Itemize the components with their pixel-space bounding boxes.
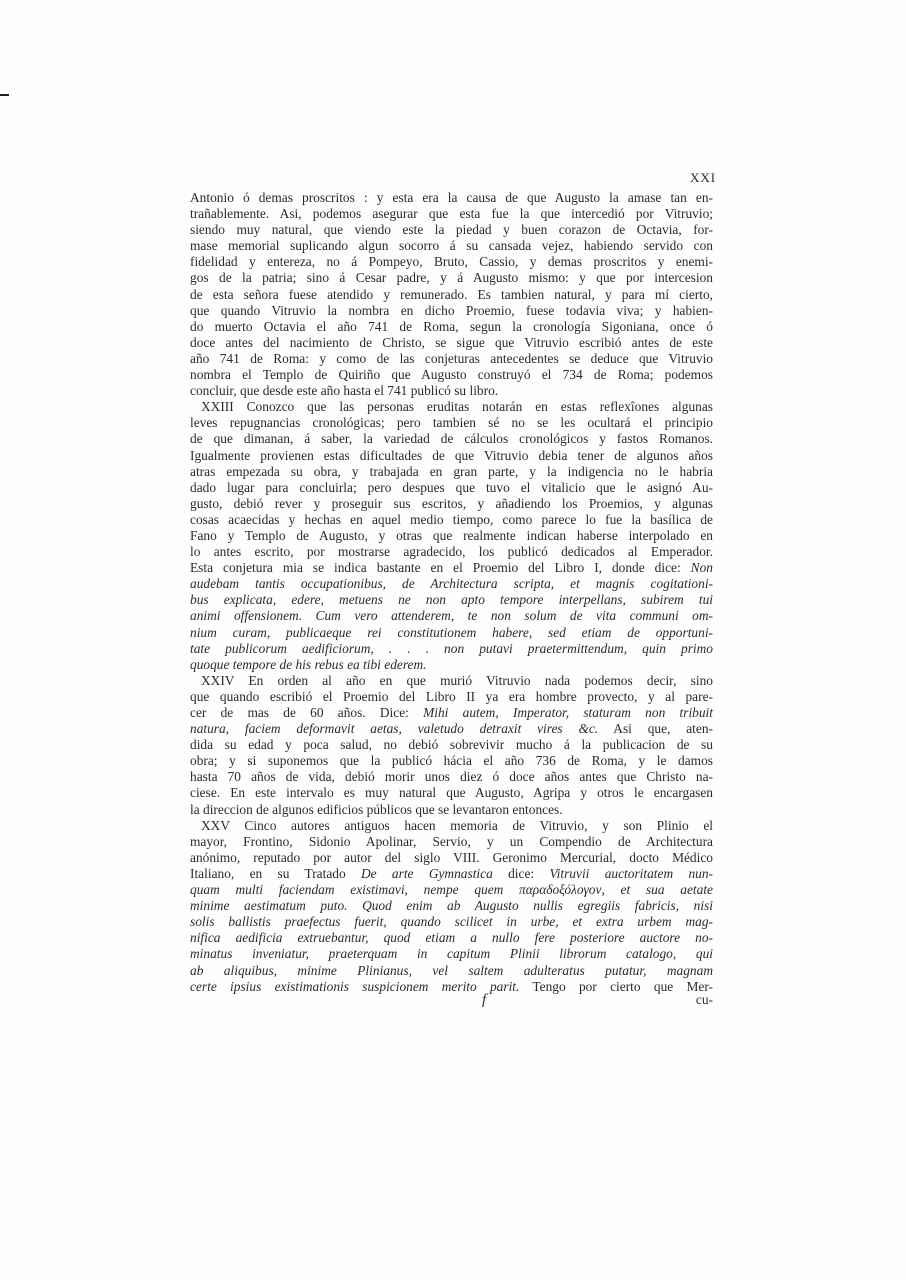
text-line	[190, 914, 713, 930]
text-line	[190, 866, 713, 882]
text-segment: fidelidad y entereza, no á Pompeyo, Bruto, Cassio, y demas proscritos y enemi-	[190, 254, 713, 270]
text-line	[190, 769, 713, 785]
text-segment: Igualmente provienen estas dificultades de que Vitruvio debia tener de algunos años	[190, 447, 713, 463]
text-line	[190, 496, 713, 512]
text-segment: de que dimanan, á saber, la variedad de cálculos cronológicos y fastos Romanos.	[190, 431, 713, 447]
italic-text: tate publicorum aedificiorum, . . . non putavi praetermittendum, quin primo	[190, 640, 713, 656]
text-segment: Fano y Templo de Augusto, y otras que realmente indican haberse interpolado en	[190, 527, 713, 543]
italic-text: quam multi faciendam existimavi, nempe quem παραδοξόλογον, et sua aetate	[190, 882, 713, 898]
text-line	[190, 657, 713, 673]
text-line	[190, 351, 713, 367]
text-line	[190, 785, 713, 801]
text-line	[190, 737, 713, 753]
text-line	[190, 464, 713, 480]
text-segment: dice:	[492, 865, 550, 881]
text-line	[190, 608, 713, 624]
page-number: XXI	[690, 170, 717, 185]
text-segment: Antonio ó demas proscritos : y esta era la causa de que Augusto la amase tan en-	[190, 190, 713, 205]
text-segment: anónimo, reputado por autor del siglo VIII. Geronimo Mercurial, docto Médico	[190, 849, 713, 865]
text-segment: trañablemente. Asi, podemos asegurar que esta fue la que intercedió por Vitruvio;	[190, 206, 713, 222]
scan-edge-mark	[0, 94, 9, 96]
text-segment: año 741 de Roma: y como de las conjeturas antecedentes se deduce que Vitruvio	[190, 350, 713, 366]
text-line	[190, 238, 713, 254]
text-line	[190, 625, 713, 641]
text-line	[190, 480, 713, 496]
italic-text: animi offensionem. Cum vero attenderem, te non solum de vita communi om-	[190, 608, 713, 624]
text-segment: Asi que, aten-	[598, 721, 713, 737]
text-line	[190, 802, 713, 818]
page-footer	[190, 992, 713, 1010]
italic-text: nifica aedificia extruebantur, quod etiam a nullo fere posteriore auctore no-	[190, 930, 713, 946]
text-line	[190, 882, 713, 898]
text-line	[190, 544, 713, 560]
italic-text: Non	[690, 560, 713, 576]
italic-text: minime aestimatum puto. Quod enim ab Augusto nullis egregiis fabricis, nisi	[190, 898, 713, 914]
text-line	[190, 415, 713, 431]
italic-text: Mihi autem, Imperator, staturam non tribuit	[423, 705, 713, 720]
text-segment: dida su edad y poca salud, no debió sobrevivir mucho á la publicacion de su	[190, 737, 713, 753]
text-line	[190, 592, 713, 608]
text-line	[190, 512, 713, 528]
text-line	[190, 431, 713, 447]
italic-text: Vitruvii auctoritatem nun-	[549, 865, 714, 881]
italic-text: De arte Gymnastica	[361, 865, 493, 881]
text-segment: obra; y si suponemos que la publicó hácia el año 736 de Roma, y le damos	[190, 753, 713, 769]
text-line	[190, 383, 713, 399]
italic-text: bus explicata, edere, metuens ne non apto tempore interpellans, subirem tui	[190, 592, 713, 608]
text-line	[190, 930, 713, 946]
text-segment: gos de la patria; sino á Cesar padre, y á Augusto mismo: y que por intercesion	[190, 270, 713, 286]
text-line	[190, 335, 713, 351]
text-line	[190, 190, 713, 206]
text-line	[190, 528, 713, 544]
italic-text: natura, faciem deformavit aetas, valetudo detraxit vires &c.	[190, 721, 599, 737]
text-segment: que quando Vitruvio la nombra en dicho Proemio, fuese todavia viva; y habien-	[190, 302, 713, 318]
text-line	[190, 576, 713, 592]
text-segment: hasta 70 años de vida, debió morir unos diez ó doce años antes que Christo na-	[190, 769, 713, 785]
text-line	[190, 287, 713, 303]
text-segment: mayor, Frontino, Sidonio Apolinar, Servio, y un Compendio de Architectura	[190, 833, 713, 849]
text-segment: de esta señora fuese atendido y remunerado. Es tambien natural, y para mí cierto,	[190, 286, 713, 302]
text-segment: XXV Cinco autores antiguos hacen memoria de Vitruvio, y son Plinio el	[201, 817, 713, 833]
italic-text: quoque tempore de his rebus ea tibi ederem.	[190, 656, 427, 672]
italic-text: ab aliquibus, minime Plinianus, vel saltem adulteratus putatur, magnam	[190, 962, 713, 978]
text-line	[190, 946, 713, 962]
text-line	[190, 898, 713, 914]
text-segment: concluir, que desde este año hasta el 741 publicó su libro.	[190, 383, 499, 399]
text-line	[190, 319, 713, 335]
text-segment: Italiano, en su Tratado	[190, 865, 361, 881]
text-line	[190, 818, 713, 834]
text-segment: XXIII Conozco que las personas eruditas notarán en estas reflexîones algunas	[201, 399, 713, 415]
text-line	[190, 963, 713, 979]
text-segment: Esta conjetura mia se indica bastante en el Proemio del Libro I, donde dice:	[190, 560, 691, 576]
text-line	[190, 222, 713, 238]
text-segment: gusto, debió rever y proseguir sus escritos, y añadiendo los Proemios, y algunas	[190, 495, 713, 511]
text-line	[190, 254, 713, 270]
text-line	[190, 705, 713, 721]
text-line	[190, 367, 713, 383]
text-segment: siendo muy natural, que viendo este la piedad y buen corazon de Octavia, for-	[190, 222, 713, 238]
text-line	[190, 399, 713, 415]
text-segment: Tengo por cierto que Mer-	[519, 978, 713, 994]
text-line	[190, 270, 713, 286]
text-segment: mase memorial suplicando algun socorro á su cansada vejez, habiendo servido con	[190, 238, 713, 254]
text-segment: do muerto Octavia el año 741 de Roma, segun la cronología Sigoniana, once ó	[190, 318, 713, 334]
text-segment: nombra el Templo de Quiriño que Augusto construyó el 734 de Roma; podemos	[190, 367, 713, 383]
text-line	[190, 303, 713, 319]
text-line	[190, 206, 713, 222]
text-segment: doce antes del nacimiento de Christo, se sigue que Vitruvio escribió antes de este	[190, 334, 713, 350]
text-segment: que quando escribió el Proemio del Libro II ya era hombre provecto, y al pare-	[190, 688, 713, 704]
text-segment: ciese. En este intervalo es muy natural que Augusto, Agripa y otros le encargasen	[190, 785, 713, 801]
text-line	[190, 721, 713, 737]
text-segment: lo antes escrito, por mostrarse agradecido, los publicó dedicados al Emperador.	[190, 544, 713, 560]
italic-text: solis ballistis praefectus fuerit, quando scilicet in urbe, et extra urbem mag-	[190, 914, 713, 930]
text-line	[190, 673, 713, 689]
text-segment: XXIV En orden al año en que murió Vitruvio nada podemos decir, sino	[201, 672, 713, 688]
italic-text: minatus inveniatur, praeterquam in capitum Plinii librorum catalogo, qui	[190, 946, 713, 962]
italic-text: nium curam, publicaeque rei constitutionem habere, sed etiam de opportuni-	[190, 624, 713, 640]
text-line	[190, 753, 713, 769]
text-segment: cosas acaecidas y hechas en aquel medio tiempo, como parece lo fue la basílica de	[190, 511, 713, 527]
text-line	[190, 834, 713, 850]
text-line	[190, 850, 713, 866]
text-line	[190, 689, 713, 705]
text-line	[190, 641, 713, 657]
body-text	[190, 190, 713, 995]
text-segment: cer de mas de 60 años. Dice:	[190, 705, 424, 720]
text-segment: dado lugar para concluirla; pero despues que tuvo el vitalicio que le asignó Au-	[190, 479, 713, 495]
text-line	[190, 560, 713, 576]
text-segment: atras empezada su obra, y trabajada en gran parte, y la indigencia no le habria	[190, 463, 713, 479]
text-segment: leves repugnancias cronológicas; pero tambien sé no se les ocultará el principio	[190, 415, 713, 431]
italic-text: certe ipsius existimationis suspicionem merito parit.	[190, 978, 520, 994]
signature-mark: f	[482, 992, 487, 1008]
italic-text: audebam tantis occupationibus, de Architectura scripta, et magnis cogitationi-	[190, 576, 713, 592]
catchword: cu-	[695, 992, 713, 1007]
text-line	[190, 448, 713, 464]
text-segment: la direccion de algunos edificios públicos que se levantaron entonces.	[190, 801, 563, 817]
